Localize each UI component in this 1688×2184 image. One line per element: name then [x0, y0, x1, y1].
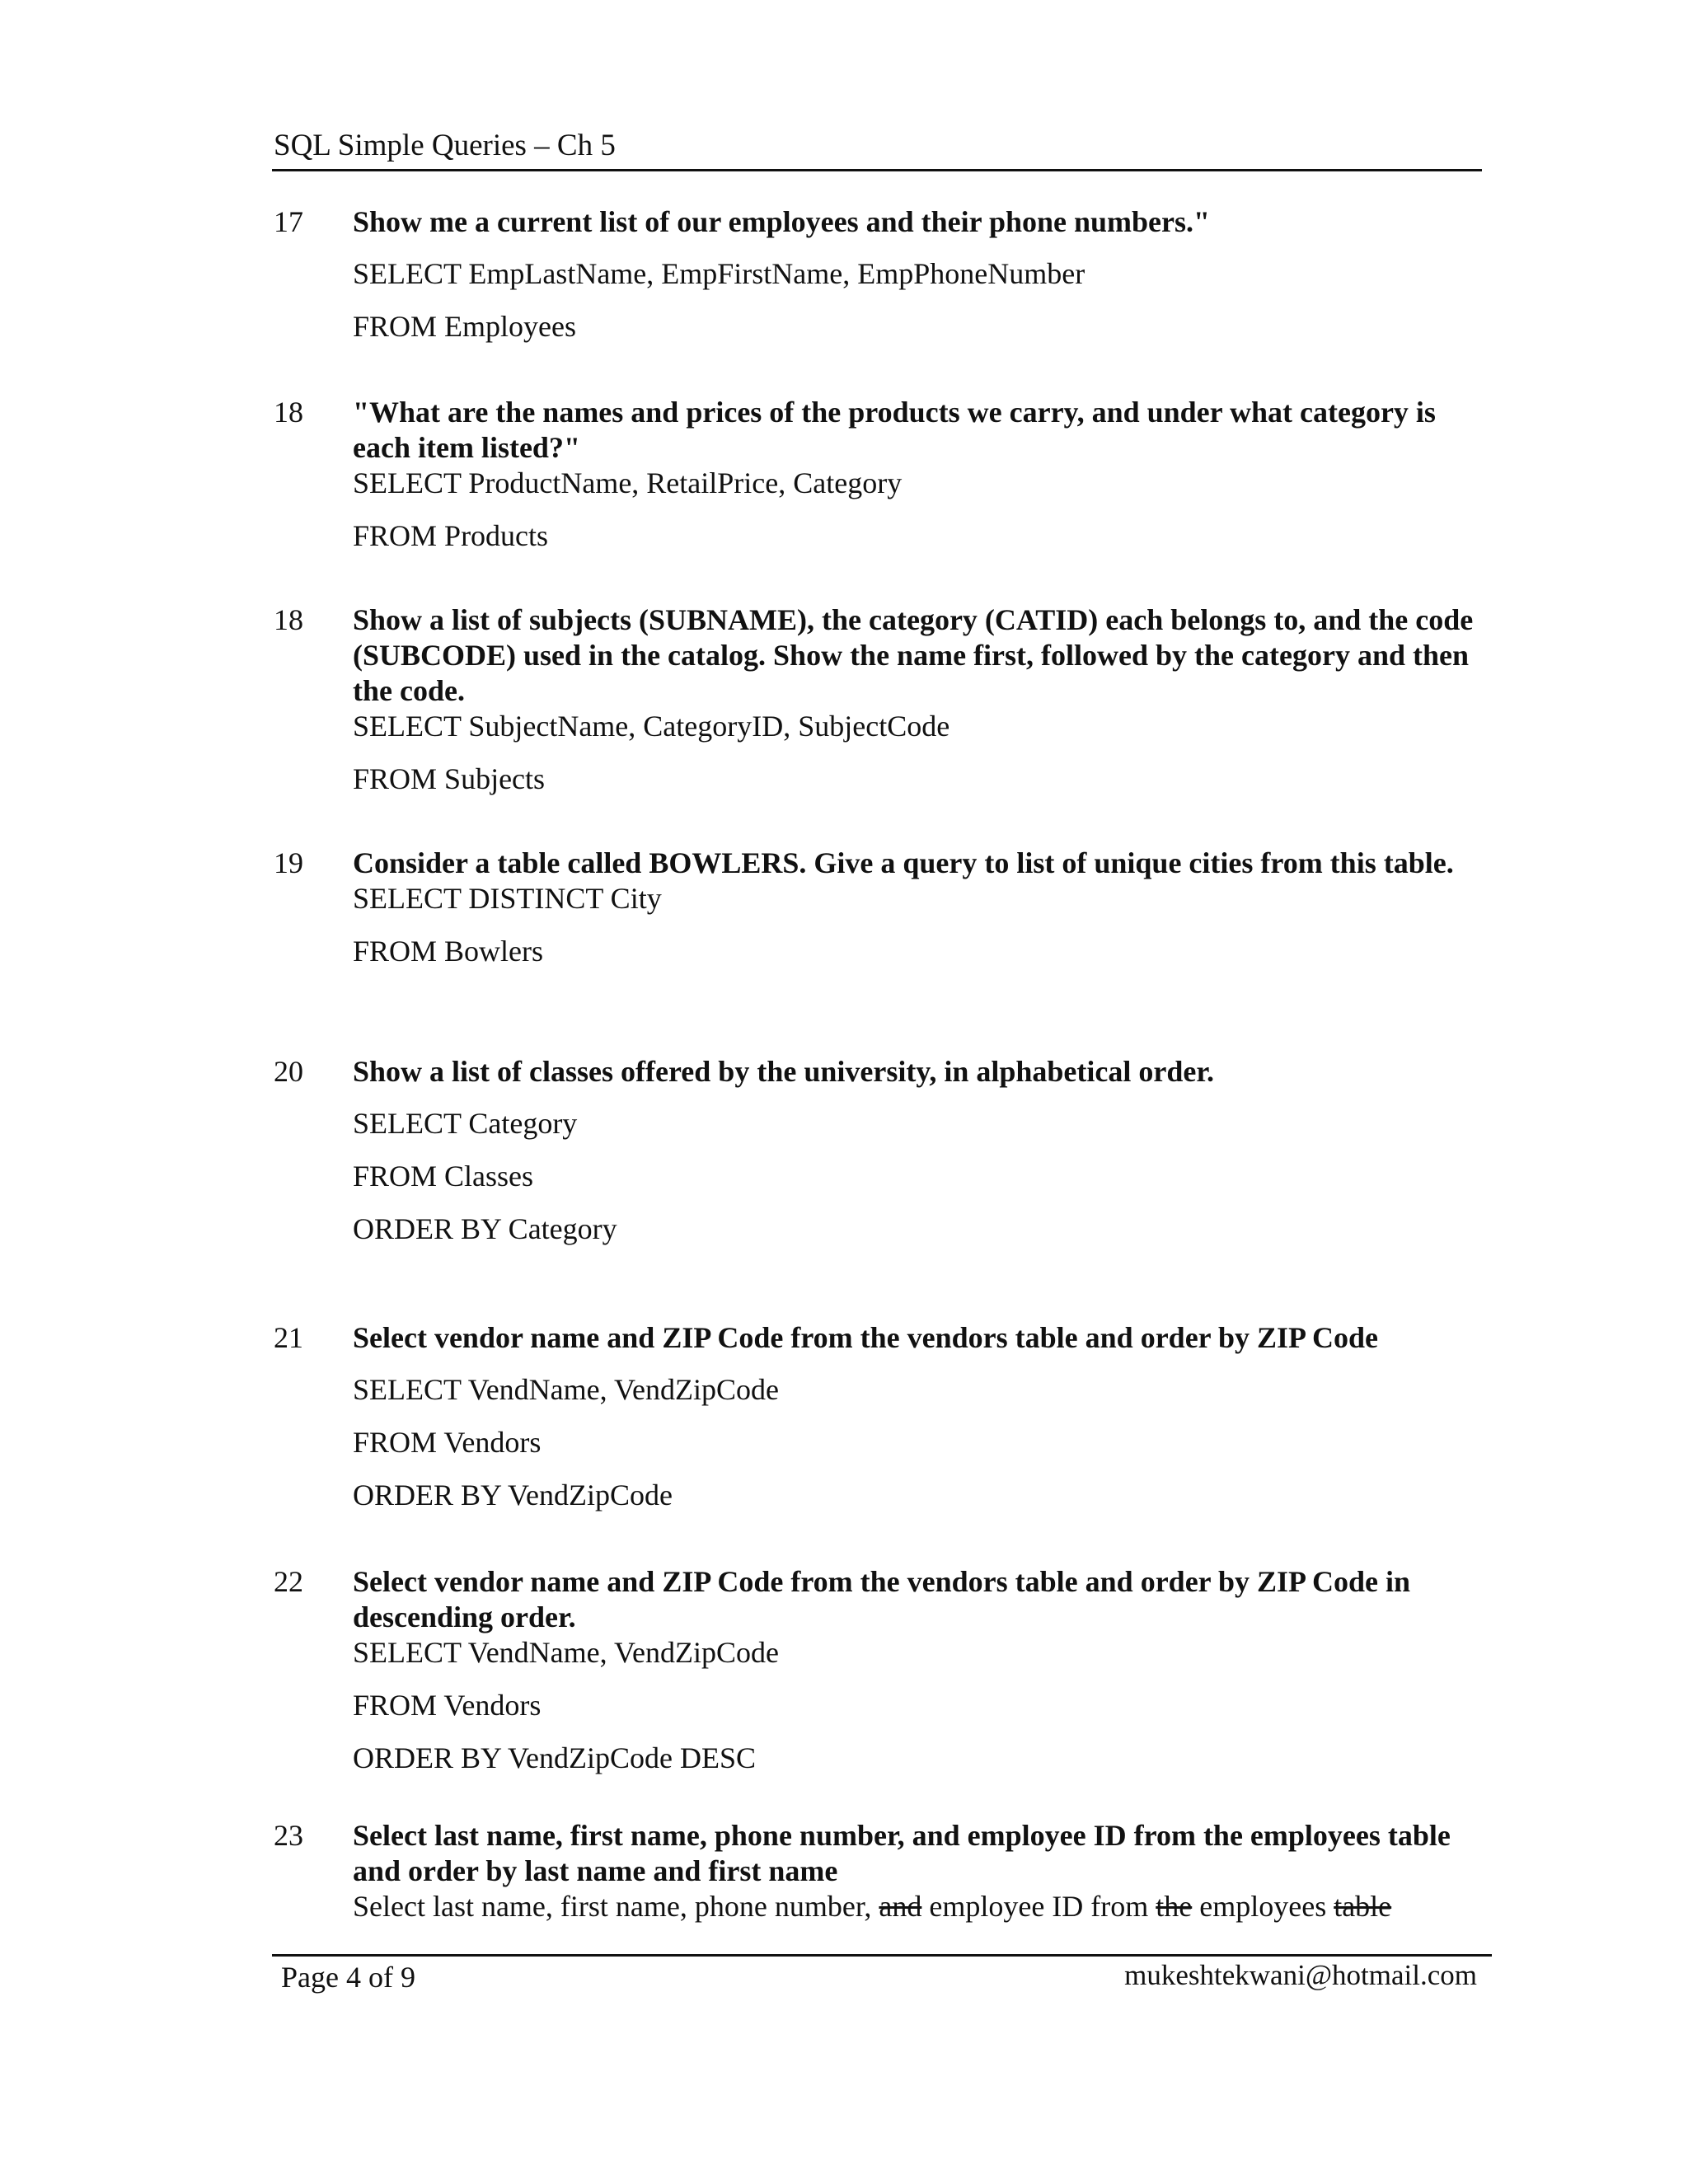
sql-line: FROM Vendors: [353, 1426, 542, 1459]
header-rule: [272, 169, 1482, 171]
question-text: Select last name, first name, phone number, and employee ID from the employees table and order by last name and first name: [353, 1819, 1451, 1887]
question-text: Show a list of subjects (SUBNAME), the category (CATID) each belongs to, and the code (SUBCODE) used in the catalog. Show the name first, followed by the category and then the code.: [353, 603, 1474, 707]
sql-line: SELECT VendName, VendZipCode: [353, 1373, 779, 1406]
struck-text: table: [1334, 1890, 1392, 1923]
sql-line: FROM Vendors: [353, 1689, 542, 1722]
sql-line: SELECT DISTINCT City: [353, 882, 662, 915]
question-number: 22: [274, 1565, 303, 1598]
sql-line: FROM Bowlers: [353, 935, 544, 968]
sql-line: ORDER BY VendZipCode: [353, 1479, 673, 1511]
question-body: [353, 1564, 1480, 1776]
sql-line: ORDER BY Category: [353, 1212, 617, 1245]
question-body: [353, 1054, 1480, 1247]
question-body: [353, 1320, 1480, 1513]
answer-text: employees: [1192, 1890, 1334, 1923]
sql-line: SELECT EmpLastName, EmpFirstName, EmpPhoneNumber: [353, 257, 1085, 290]
question-text: Show me a current list of our employees and their phone numbers.": [353, 205, 1211, 238]
question-number: 19: [274, 846, 303, 879]
question-number: 17: [274, 205, 303, 238]
sql-line: FROM Employees: [353, 310, 577, 343]
question-number: 20: [274, 1055, 303, 1088]
header-title: SQL Simple Queries – Ch 5: [274, 129, 616, 162]
question-text: Select vendor name and ZIP Code from the vendors table and order by ZIP Code in descending order.: [353, 1565, 1411, 1633]
answer-text: employee ID from: [921, 1890, 1156, 1923]
question-number: 23: [274, 1819, 303, 1852]
sql-line: FROM Subjects: [353, 762, 546, 795]
author-email: mukeshtekwani@hotmail.com: [1124, 1959, 1477, 1991]
question-text: Show a list of classes offered by the university, in alphabetical order.: [353, 1055, 1215, 1088]
struck-text: the: [1156, 1890, 1193, 1923]
answer-line: [353, 1889, 1480, 1924]
struck-text: and: [879, 1890, 922, 1923]
question-body: [353, 1818, 1480, 1924]
question-body: [353, 204, 1480, 344]
sql-line: SELECT SubjectName, CategoryID, SubjectCode: [353, 710, 950, 743]
sql-line: SELECT Category: [353, 1107, 578, 1140]
question-number: 18: [274, 603, 303, 636]
question-number: 21: [274, 1321, 303, 1354]
question-body: [353, 395, 1480, 554]
sql-line: FROM Classes: [353, 1160, 534, 1193]
question-body: [353, 602, 1480, 797]
question-body: [353, 846, 1480, 969]
question-text: "What are the names and prices of the products we carry, and under what category is each item listed?": [353, 396, 1436, 464]
question-text: Select vendor name and ZIP Code from the vendors table and order by ZIP Code: [353, 1321, 1379, 1354]
sql-line: SELECT VendName, VendZipCode: [353, 1636, 779, 1669]
sql-line: FROM Products: [353, 519, 549, 552]
answer-text: Select last name, first name, phone number,: [353, 1890, 879, 1923]
sql-line: ORDER BY VendZipCode DESC: [353, 1741, 757, 1774]
question-text: Consider a table called BOWLERS. Give a query to list of unique cities from this table.: [353, 846, 1454, 879]
page-number: Page 4 of 9: [281, 1961, 415, 1994]
question-number: 18: [274, 396, 303, 429]
sql-line: SELECT ProductName, RetailPrice, Category: [353, 466, 903, 499]
